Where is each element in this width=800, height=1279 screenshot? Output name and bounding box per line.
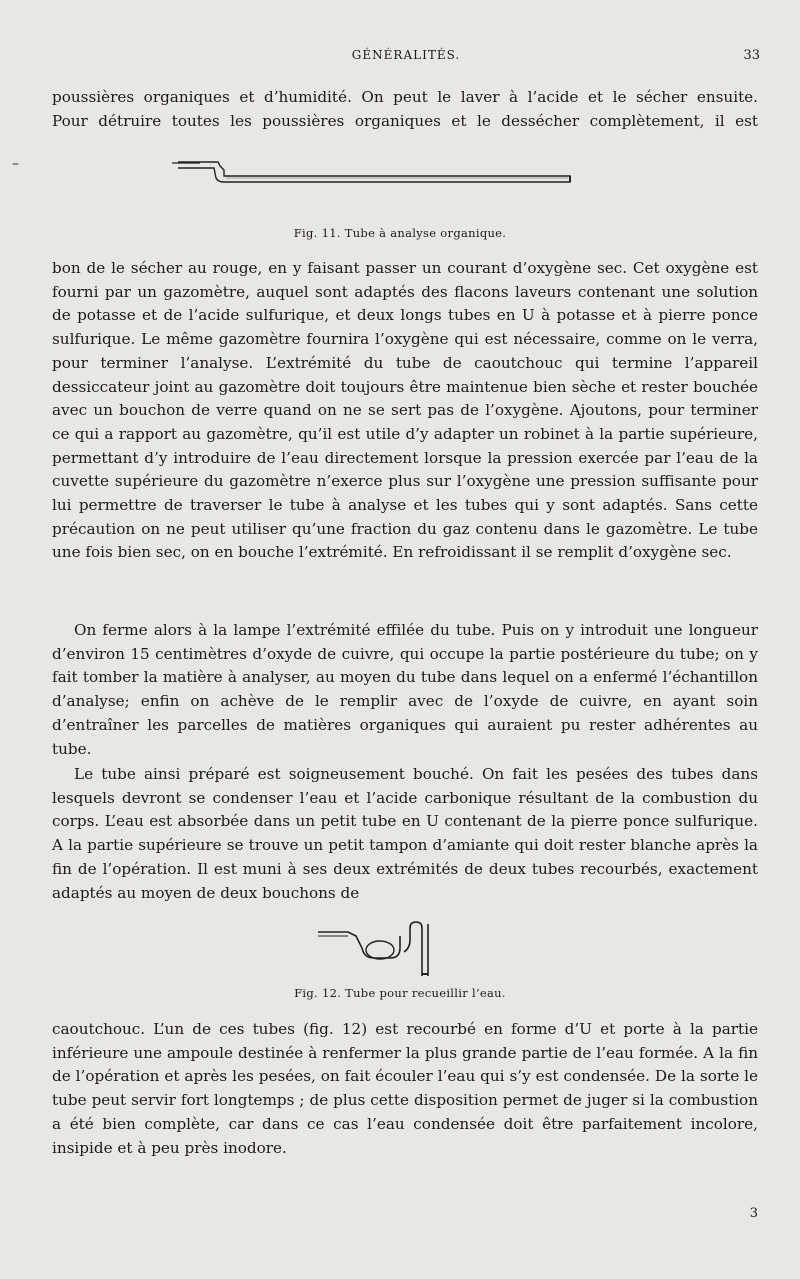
paragraph-text: On ferme alors à la lampe l’extrémité effilée du tube. Puis on y introduit une longueur d’environ 15 centimètres d’oxyde de cuivre, qui occupe la partie postérieure du tube; on y fait tomber la matière à analyser, au moyen du tube dans lequel on a enfermé l’échantillon d’analyse; enfin on achève de le remplir avec de l’oxyde de cuivre, en ayant soin d’entraîner les parcelles de matières organiques qui auraient pu rester adhérentes au tube. bbox=[52, 621, 758, 758]
running-head: GÉNÉRALITÉS. bbox=[351, 48, 461, 62]
text-line: poussières organiques et d’humidité. On peut le laver à l’acide et le sécher ensuite. bbox=[52, 88, 758, 106]
paragraph-text: caoutchouc. L’un de ces tubes (fig. 12) est recourbé en forme d’U et porte à la partie inférieure une ampoule destinée à renfermer la plus grande partie de l’eau formée. A la fin de l’opération et après les pesées, on fait écouler l’eau qui s’y est condensée. De la sorte le tube peut servir fort longtemps ; de plus cette disposition permet de juger si la combustion a été bien complète, car dans ce cas l’eau condensée doit être parfaitement incolore, insipide et à peu près inodore. bbox=[52, 1020, 758, 1157]
paragraph-4 bbox=[52, 763, 758, 905]
analysis-tube-figure bbox=[160, 152, 580, 192]
paragraph-5 bbox=[52, 1018, 758, 1160]
paragraph-text: Le tube ainsi préparé est soigneusement bouché. On fait les pesées des tubes dans lesquels devront se condenser l’eau et l’acide carbonique résultant de la combustion du corps. L’eau est absorbée dans un petit tube en U contenant de la pierre ponce sulfurique. A la partie supérieure se trouve un petit tampon d’amiante qui doit rester blanche après la fin de l’opération. Il est muni à ses deux extrémités de deux tubes recourbés, exactement adaptés au moyen de deux bouchons de bbox=[52, 765, 758, 902]
text-line: Pour détruire toutes les poussières organiques et le dessécher complètement, il est bbox=[52, 111, 758, 130]
signature-mark: 3 bbox=[749, 1206, 758, 1221]
paragraph-1 bbox=[52, 86, 758, 133]
page-number: 33 bbox=[743, 48, 760, 63]
figure-12-caption: Fig. 12. Tube pour recueillir l’eau. bbox=[294, 986, 506, 1000]
paragraph-text: bon de le sécher au rouge, en y faisant passer un courant d’oxygène sec. Cet oxygène est fourni par un gazomètre, auquel sont adaptés des flacons laveurs contenant une solution de potasse et de l’acide sulfurique, et deux longs tubes en U à potasse et à pierre ponce sulfurique. Le même gazomètre fournira l’oxygène qui est nécessaire, comme on le verra, pour terminer l’analyse. L’extrémité du tube de caoutchouc qui termine l’appareil dessiccateur joint au gazomètre doit toujours être maintenue bien sèche et rester bouchée avec un bouchon de verre quand on ne se sert pas de l’oxygène. Ajoutons, pour terminer ce qui a rapport au gazomètre, qu’il est utile d’y adapter un robinet à la partie supérieure, permettant d’y introduire de l’eau directement lorsque la pression exercée par l’eau de la cuvette supérieure du gazomètre n’exerce plus sur l’oxygène une pression suffisante pour lui permettre de traverser le tube à analyse et les tubes qui y sont adaptés. Sans cette précaution on ne peut utiliser qu’une fraction du gaz contenu dans le gazomètre. Le tube une fois bien sec, on en bouche l’extrémité. En refroidissant il se remplit d’oxygène sec. bbox=[52, 259, 758, 562]
page-header bbox=[52, 48, 760, 68]
paragraph-2 bbox=[52, 257, 758, 565]
water-collection-tube-figure bbox=[318, 918, 448, 980]
paragraph-3 bbox=[52, 619, 758, 761]
figure-11-caption: Fig. 11. Tube à analyse organique. bbox=[293, 226, 507, 240]
margin-mark: – bbox=[12, 156, 19, 172]
